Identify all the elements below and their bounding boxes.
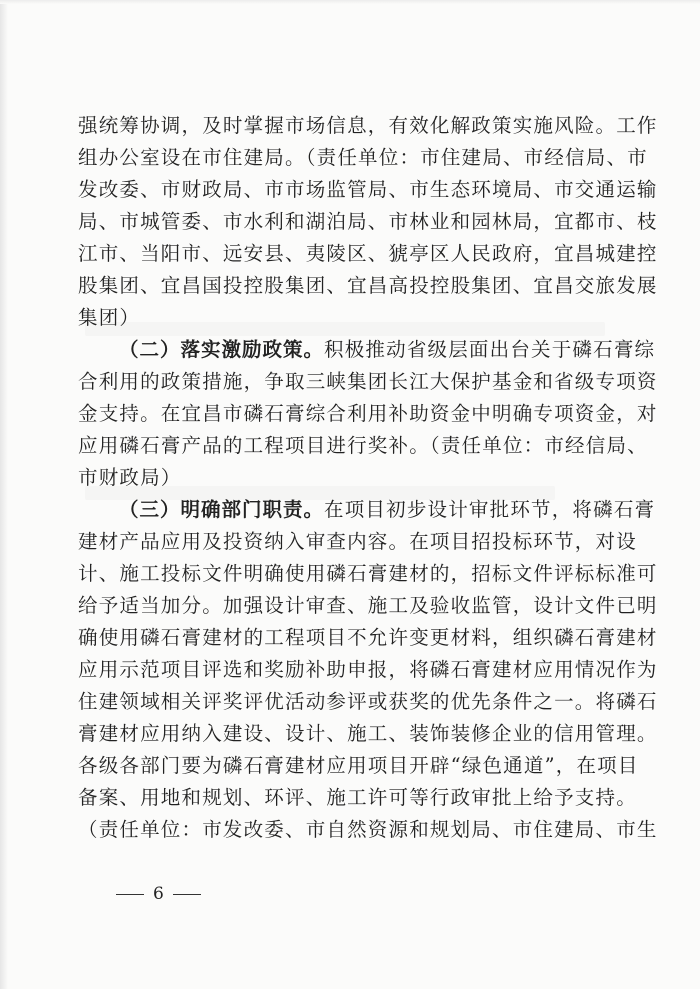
text-line: 市财政局） xyxy=(78,466,182,489)
text-line: 膏建材应用纳入建设、设计、施工、装饰装修企业的信用管理。 xyxy=(78,722,658,745)
text-line: 股集团、宜昌国投控股集团、宜昌高投控股集团、宜昌交旅发展 xyxy=(78,274,658,297)
scan-top-shadow xyxy=(0,0,700,4)
body-text xyxy=(78,110,658,846)
text-line: 强统筹协调，及时掌握市场信息，有效化解政策实施风险。工作 xyxy=(78,114,658,137)
text-line: 备案、用地和规划、环评、施工许可等行政审批上给予支持。 xyxy=(78,786,637,809)
text-line: （责任单位：市发改委、市自然资源和规划局、市住建局、市生 xyxy=(78,818,658,841)
text-line: 金支持。在宜昌市磷石膏综合利用补助资金中明确专项资金，对 xyxy=(78,402,658,425)
section-first-line xyxy=(78,494,656,526)
text-line: 住建领域相关评奖评优活动参评或获奖的优先条件之一。将磷石 xyxy=(78,690,658,713)
text-line: 各级各部门要为磷石膏建材应用项目开辟“绿色通道”，在项目 xyxy=(78,754,639,777)
text-line: 集团） xyxy=(78,306,141,329)
text-line: 应用示范项目评选和奖励补助申报，将磷石膏建材应用情况作为 xyxy=(78,658,658,681)
text-line: 给予适当加分。加强设计审查、施工及验收监管，设计文件已明 xyxy=(78,594,658,617)
text-line: 计、施工投标文件明确使用磷石膏建材的，招标文件评标标准可 xyxy=(78,562,658,585)
section-lead-text: 在项目初步设计审批环节，将磷石膏 xyxy=(324,498,656,521)
section-heading: （三）明确部门职责。 xyxy=(119,498,325,521)
page-footer xyxy=(116,884,201,904)
page-number-dash-right xyxy=(173,894,201,895)
text-line: 合利用的政策措施，争取三峡集团长江大保护基金和省级专项资 xyxy=(78,370,658,393)
text-line: 江市、当阳市、远安县、夷陵区、猇亭区人民政府，宜昌城建控 xyxy=(78,242,658,265)
scan-edge-shadow xyxy=(0,0,8,989)
page-number-dash-left xyxy=(116,894,144,895)
text-line: 局、市城管委、市水利和湖泊局、市林业和园林局，宜都市、枝 xyxy=(78,210,658,233)
text-line: 建材产品应用及投资纳入审查内容。在项目招投标环节，对设 xyxy=(78,530,637,553)
text-line: 组办公室设在市住建局。（责任单位：市住建局、市经信局、市 xyxy=(78,146,648,169)
section-department-duties xyxy=(78,494,658,846)
paragraph-continuation xyxy=(78,110,658,334)
page-number: 6 xyxy=(153,884,165,904)
section-first-line xyxy=(78,334,656,366)
section-heading: （二）落实激励政策。 xyxy=(119,338,325,361)
text-line: 确使用磷石膏建材的工程项目不允许变更材料，组织磷石膏建材 xyxy=(78,626,658,649)
text-line: 应用磷石膏产品的工程项目进行奖补。（责任单位：市经信局、 xyxy=(78,434,648,457)
section-lead-text: 积极推动省级层面出台关于磷石膏综 xyxy=(324,338,656,361)
text-line: 发改委、市财政局、市市场监管局、市生态环境局、市交通运输 xyxy=(78,178,658,201)
section-incentive-policy xyxy=(78,334,658,494)
